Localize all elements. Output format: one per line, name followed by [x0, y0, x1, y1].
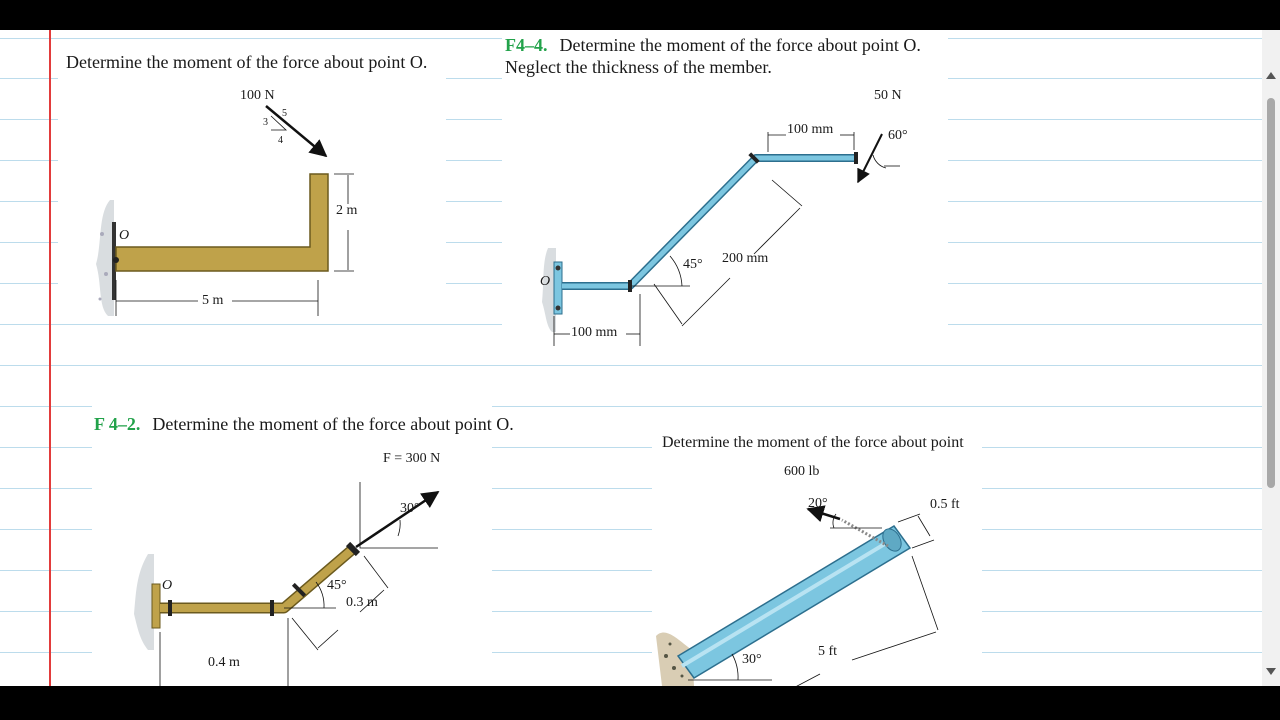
- margin-line: [49, 30, 51, 686]
- triangle-down-icon[interactable]: [1266, 668, 1276, 675]
- base-length-label: 100 mm: [571, 325, 618, 340]
- bend-angle-label: 45°: [683, 257, 703, 272]
- problem-2-statement-line1: Determine the moment of the force about point O.: [559, 35, 921, 55]
- bent-rod-diagram: [502, 34, 948, 364]
- base-length-label: 0.4 m: [208, 655, 240, 670]
- vertical-scrollbar[interactable]: [1262, 30, 1280, 686]
- problem-2-text: [505, 35, 921, 56]
- problem-3-text: [94, 414, 514, 435]
- force-label: F = 300 N: [383, 451, 441, 466]
- problem-3-statement: Determine the moment of the force about point O.: [152, 414, 514, 434]
- problem-number: F 4–2.: [94, 414, 141, 434]
- force-label: 100 N: [240, 88, 275, 103]
- bend-angle-label: 45°: [327, 578, 347, 593]
- triangle-up-icon[interactable]: [1266, 72, 1276, 79]
- offset-label: 0.5 ft: [930, 497, 960, 512]
- figure-angled-pipe: [92, 404, 492, 686]
- slope-label-4: 4: [278, 135, 283, 146]
- problem-1-text: [66, 52, 427, 73]
- force-angle-label: 20°: [808, 496, 828, 511]
- force-angle-label: 30°: [400, 501, 420, 516]
- scroll-thumb[interactable]: [1267, 98, 1275, 488]
- l-bracket-diagram: [58, 44, 446, 322]
- problem-4-statement: Determine the moment of the force about point: [662, 434, 964, 451]
- point-o-label: O: [119, 228, 130, 243]
- figure-l-bracket: [58, 44, 446, 322]
- point-o-label: O: [540, 274, 551, 289]
- problem-2-statement-line2: Neglect the thickness of the member.: [505, 57, 772, 77]
- point-o-label: O: [162, 578, 173, 593]
- base-angle-label: 30°: [742, 652, 762, 667]
- top-length-label: 100 mm: [787, 122, 834, 137]
- length-label: 5 ft: [818, 644, 838, 659]
- force-label: 50 N: [874, 88, 902, 103]
- problem-number: F4–4.: [505, 35, 548, 55]
- angled-pipe-diagram: [92, 404, 492, 686]
- bottom-bar: [0, 686, 1280, 720]
- height-dimension-label: 2 m: [336, 203, 358, 218]
- length-dimension-label: 5 m: [202, 293, 224, 308]
- figure-bent-rod: [502, 34, 948, 364]
- notebook-page: [0, 30, 1280, 686]
- force-label: 600 lb: [784, 464, 820, 479]
- slope-label-5: 5: [282, 108, 287, 119]
- slope-label-3: 3: [263, 117, 268, 128]
- problem-1-statement: Determine the moment of the force about point O.: [66, 52, 428, 72]
- diagonal-length-label: 200 mm: [722, 251, 769, 266]
- force-angle-label: 60°: [888, 128, 908, 143]
- diagonal-length-label: 0.3 m: [346, 595, 378, 610]
- rule-line: [0, 365, 1262, 366]
